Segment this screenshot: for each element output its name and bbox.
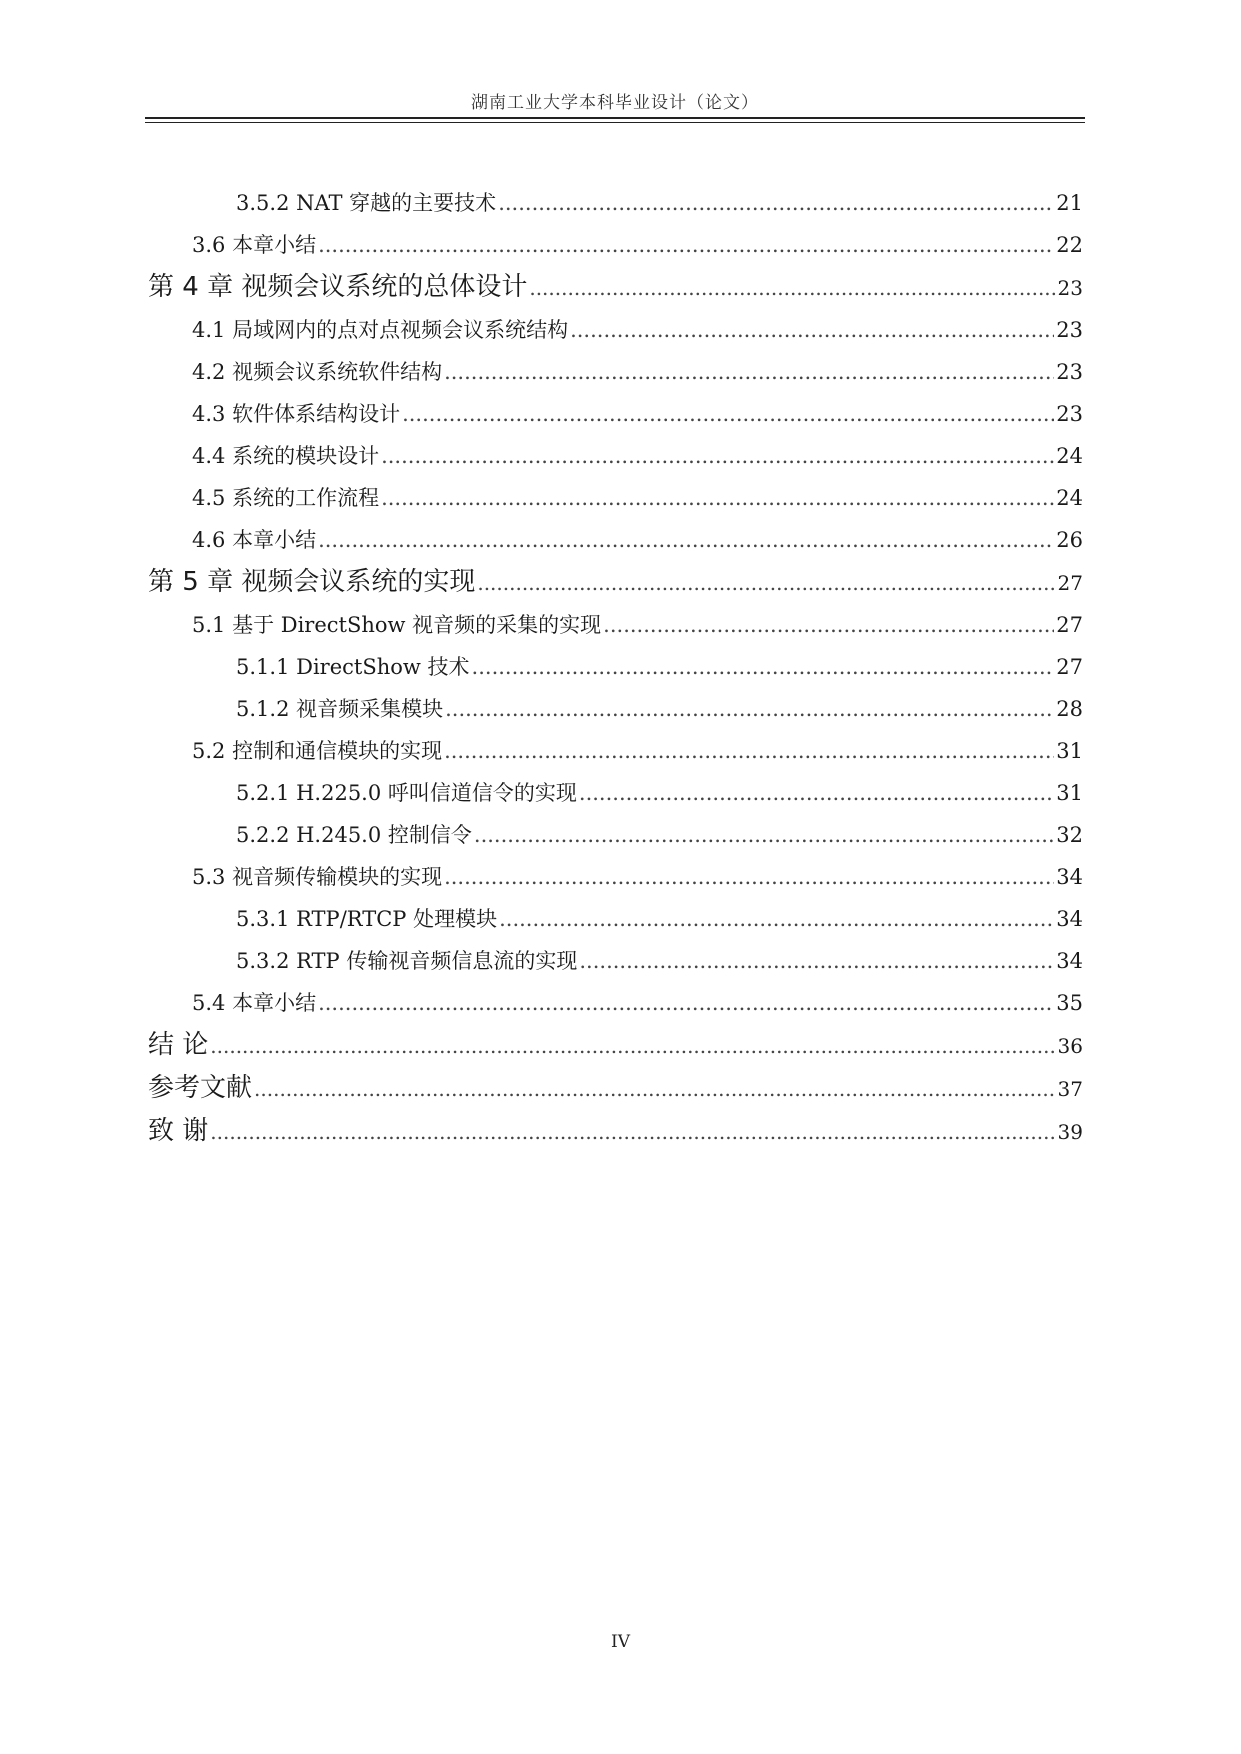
toc-entry-page: 23 xyxy=(1056,318,1083,342)
toc-entry[interactable] xyxy=(148,309,1083,351)
dot-leader xyxy=(579,940,1054,982)
toc-entry-page: 34 xyxy=(1056,907,1083,931)
dot-leader xyxy=(472,646,1055,688)
dot-leader xyxy=(444,856,1054,898)
dot-leader xyxy=(579,772,1054,814)
header-rule-thin xyxy=(145,122,1085,123)
toc-entry[interactable] xyxy=(148,772,1083,814)
toc-entry-title: 5.1 基于 DirectShow 视音频的采集的实现 xyxy=(192,613,602,637)
toc-entry[interactable] xyxy=(148,435,1083,477)
dot-leader xyxy=(477,562,1055,605)
toc-entry-page: 39 xyxy=(1057,1120,1083,1144)
dot-leader xyxy=(444,351,1054,393)
toc-entry-title: 5.4 本章小结 xyxy=(192,991,317,1015)
dot-leader xyxy=(254,1068,1056,1111)
running-header: 湖南工业大学本科毕业设计（论文） xyxy=(471,93,759,113)
dot-leader xyxy=(318,519,1054,561)
header-rule-thick xyxy=(145,117,1085,119)
toc-entry-page: 35 xyxy=(1056,991,1083,1015)
toc-entry-title: 5.3.2 RTP 传输视音频信息流的实现 xyxy=(236,949,578,973)
dot-leader xyxy=(318,982,1054,1024)
toc-entry[interactable] xyxy=(148,730,1083,772)
dot-leader xyxy=(210,1111,1055,1154)
dot-leader xyxy=(570,309,1054,351)
toc-entry-title: 致 谢 xyxy=(148,1116,209,1146)
toc-entry-page: 27 xyxy=(1056,613,1083,637)
toc-entry[interactable] xyxy=(148,351,1083,393)
toc-entry-page: 26 xyxy=(1056,528,1083,552)
toc-entry-page: 28 xyxy=(1056,697,1083,721)
toc-entry-page: 22 xyxy=(1056,233,1083,257)
toc-entry-title: 4.2 视频会议系统软件结构 xyxy=(192,360,443,384)
toc-entry-title: 第 4 章 视频会议系统的总体设计 xyxy=(148,272,528,302)
dot-leader xyxy=(445,688,1054,730)
toc-entry[interactable] xyxy=(148,856,1083,898)
toc-entry-page: 21 xyxy=(1056,191,1083,215)
toc-entry-title: 5.3.1 RTP/RTCP 处理模块 xyxy=(236,907,498,931)
dot-leader xyxy=(444,730,1054,772)
toc-entry-title: 5.3 视音频传输模块的实现 xyxy=(192,865,443,889)
toc-entry-title: 5.2 控制和通信模块的实现 xyxy=(192,739,443,763)
toc-entry-title: 参考文献 xyxy=(148,1073,253,1103)
dot-leader xyxy=(499,898,1054,940)
toc-entry-page: 36 xyxy=(1057,1034,1083,1058)
toc-entry-title: 4.1 局域网内的点对点视频会议系统结构 xyxy=(192,318,569,342)
dot-leader xyxy=(603,604,1054,646)
toc-entry[interactable] xyxy=(148,393,1083,435)
dot-leader xyxy=(210,1025,1055,1068)
toc-entry-page: 34 xyxy=(1056,865,1083,889)
toc-entry[interactable] xyxy=(148,561,1083,604)
toc-entry-page: 31 xyxy=(1056,739,1083,763)
toc-entry-page: 23 xyxy=(1056,360,1083,384)
toc-entry[interactable] xyxy=(148,940,1083,982)
toc-entry[interactable] xyxy=(148,266,1083,309)
toc-entry-page: 27 xyxy=(1057,571,1083,595)
toc-entry[interactable] xyxy=(148,646,1083,688)
toc-entry-title: 第 5 章 视频会议系统的实现 xyxy=(148,567,476,597)
toc-entry-page: 37 xyxy=(1057,1077,1083,1101)
toc-entry[interactable] xyxy=(148,898,1083,940)
toc-entry-page: 31 xyxy=(1056,781,1083,805)
toc-entry-title: 4.3 软件体系结构设计 xyxy=(192,402,401,426)
toc-entry-page: 23 xyxy=(1056,402,1083,426)
toc-entry[interactable] xyxy=(148,814,1083,856)
toc-entry[interactable] xyxy=(148,224,1083,266)
toc-entry-title: 5.2.1 H.225.0 呼叫信道信令的实现 xyxy=(236,781,577,805)
toc-entry[interactable] xyxy=(148,1110,1083,1153)
dot-leader xyxy=(381,435,1054,477)
toc-entry-title: 4.5 系统的工作流程 xyxy=(192,486,380,510)
dot-leader xyxy=(381,477,1054,519)
toc-entry[interactable] xyxy=(148,982,1083,1024)
toc-entry-title: 5.2.2 H.245.0 控制信令 xyxy=(236,823,472,847)
page-number: IV xyxy=(611,1632,630,1652)
table-of-contents xyxy=(148,182,1083,1153)
toc-entry-title: 4.4 系统的模块设计 xyxy=(192,444,380,468)
toc-entry-page: 32 xyxy=(1056,823,1083,847)
toc-entry-title: 5.1.2 视音频采集模块 xyxy=(236,697,444,721)
toc-entry-page: 23 xyxy=(1057,276,1083,300)
toc-entry-page: 24 xyxy=(1056,444,1083,468)
dot-leader xyxy=(529,267,1055,310)
toc-entry-title: 3.6 本章小结 xyxy=(192,233,317,257)
toc-entry-page: 27 xyxy=(1056,655,1083,679)
toc-entry[interactable] xyxy=(148,688,1083,730)
dot-leader xyxy=(402,393,1054,435)
toc-entry-title: 5.1.1 DirectShow 技术 xyxy=(236,655,470,679)
toc-entry-title: 3.5.2 NAT 穿越的主要技术 xyxy=(236,191,497,215)
toc-entry[interactable] xyxy=(148,604,1083,646)
toc-entry[interactable] xyxy=(148,1067,1083,1110)
toc-entry[interactable] xyxy=(148,182,1083,224)
toc-entry[interactable] xyxy=(148,1024,1083,1067)
toc-entry-title: 4.6 本章小结 xyxy=(192,528,317,552)
dot-leader xyxy=(318,224,1054,266)
toc-entry[interactable] xyxy=(148,519,1083,561)
dot-leader xyxy=(498,182,1054,224)
dot-leader xyxy=(474,814,1054,856)
toc-entry-page: 34 xyxy=(1056,949,1083,973)
toc-entry-page: 24 xyxy=(1056,486,1083,510)
toc-entry[interactable] xyxy=(148,477,1083,519)
toc-entry-title: 结 论 xyxy=(148,1030,209,1060)
